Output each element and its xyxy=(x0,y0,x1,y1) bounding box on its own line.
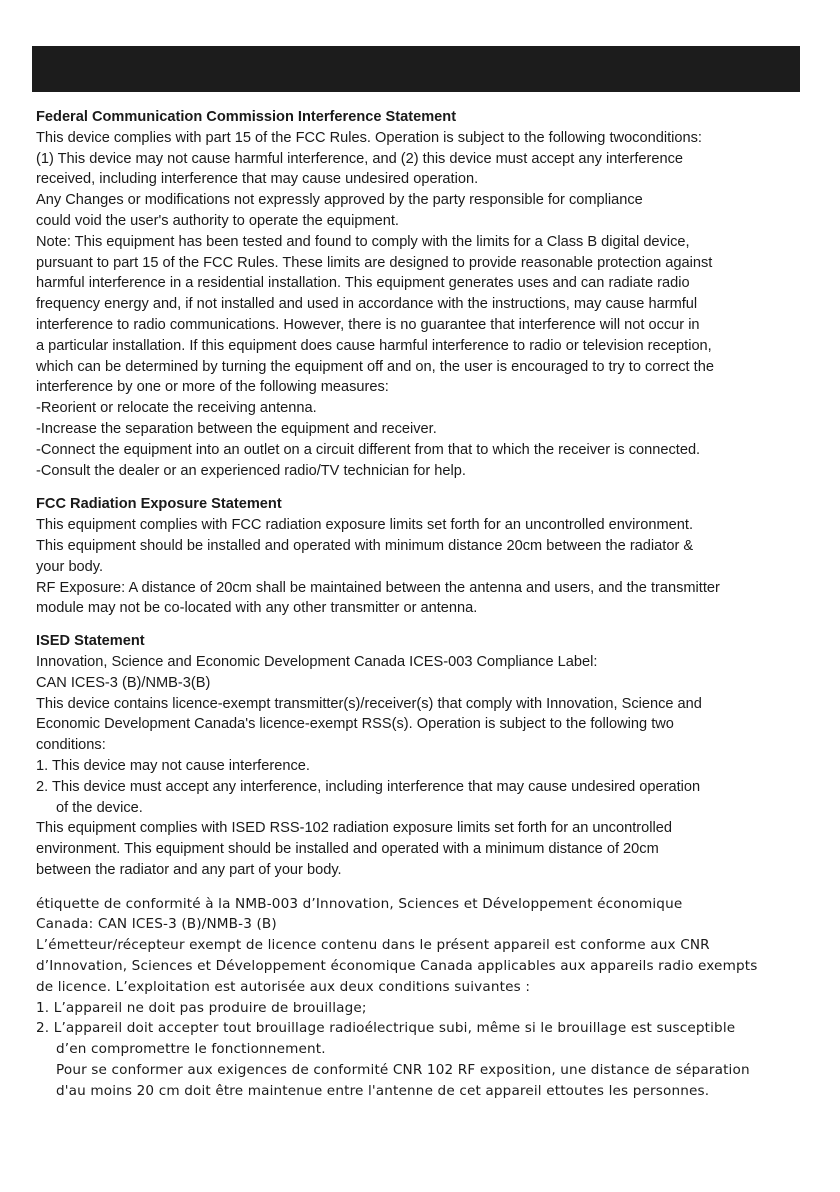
ised-line: Economic Development Canada's licence-exempt RSS(s). Operation is subject to the following two xyxy=(36,716,674,733)
ised-line: between the radiator and any part of your body. xyxy=(36,861,342,878)
fcc-measure: -Increase the separation between the equipment and receiver. xyxy=(36,420,437,437)
radiation-line: your body. xyxy=(36,558,104,575)
fcc-line: frequency energy and, if not installed and used in accordance with the instructions, may cause harmful xyxy=(36,296,698,313)
french-line: étiquette de conformité à la NMB-003 d’Innovation, Sciences et Développement économique xyxy=(36,895,683,912)
fcc-line: could void the user's authority to operate the equipment. xyxy=(36,212,399,229)
fcc-measure: -Consult the dealer or an experienced radio/TV technician for help. xyxy=(36,462,466,479)
french-line: L’émetteur/récepteur exempt de licence contenu dans le présent appareil est conforme aux CNR xyxy=(36,937,710,954)
fcc-line: received, including interference that may cause undesired operation. xyxy=(36,171,479,188)
ised-condition-continued: of the device. xyxy=(56,799,143,816)
fcc-line: interference to radio communications. However, there is no guarantee that interference will not occur in xyxy=(36,316,700,333)
french-condition-continued: d’en compromettre le fonctionnement. xyxy=(56,1041,326,1058)
french-section xyxy=(36,894,826,1102)
fcc-line: harmful interference in a residential installation. This equipment generates uses and can radiate radio xyxy=(36,275,690,292)
radiation-exposure-title: FCC Radiation Exposure Statement xyxy=(36,496,282,513)
fcc-line: Note: This equipment has been tested and found to comply with the limits for a Class B digital device, xyxy=(36,233,690,250)
fcc-line: (1) This device may not cause harmful interference, and (2) this device must accept any interference xyxy=(36,150,684,167)
ised-line: This equipment complies with ISED RSS-102 radiation exposure limits set forth for an uncontrolled xyxy=(36,820,672,837)
ised-line: conditions: xyxy=(36,737,106,754)
fcc-line: pursuant to part 15 of the FCC Rules. These limits are designed to provide reasonable protection against xyxy=(36,254,713,271)
radiation-line: This equipment should be installed and operated with minimum distance 20cm between the radiator & xyxy=(36,537,694,554)
document-content xyxy=(36,107,826,1102)
ised-title: ISED Statement xyxy=(36,633,145,650)
ised-line: CAN ICES-3 (B)/NMB-3(B) xyxy=(36,674,211,691)
fcc-line: This device complies with part 15 of the FCC Rules. Operation is subject to the following twoconditions: xyxy=(36,129,702,146)
fcc-line: a particular installation. If this equipment does cause harmful interference to radio or television reception, xyxy=(36,337,712,354)
radiation-line: This equipment complies with FCC radiation exposure limits set forth for an uncontrolled environment. xyxy=(36,517,694,534)
french-condition: 1. L’appareil ne doit pas produire de brouillage; xyxy=(36,999,367,1016)
french-exposure-line: Pour se conformer aux exigences de conformité CNR 102 RF exposition, une distance de séparation xyxy=(56,1062,750,1079)
french-condition: 2. L’appareil doit accepter tout brouillage radioélectrique subi, même si le brouillage est susceptible xyxy=(36,1020,736,1037)
ised-line: This device contains licence-exempt transmitter(s)/receiver(s) that comply with Innovation, Science and xyxy=(36,695,702,712)
fcc-interference-title: Federal Communication Commission Interference Statement xyxy=(36,109,457,125)
radiation-line: RF Exposure: A distance of 20cm shall be maintained between the antenna and users, and the transmitter xyxy=(36,579,720,596)
radiation-line: module may not be co-located with any other transmitter or antenna. xyxy=(36,600,478,617)
ised-line: environment. This equipment should be installed and operated with a minimum distance of 20cm xyxy=(36,841,659,858)
ised-condition: 2. This device must accept any interference, including interference that may cause undesired operation xyxy=(36,778,701,795)
fcc-line: which can be determined by turning the equipment off and on, the user is encouraged to try to correct the xyxy=(36,358,714,375)
fcc-measure: -Connect the equipment into an outlet on a circuit different from that to which the receiver is connected. xyxy=(36,441,701,458)
fcc-line: Any Changes or modifications not expressly approved by the party responsible for compliance xyxy=(36,192,643,209)
header-bar xyxy=(32,46,800,92)
ised-condition: 1. This device may not cause interference. xyxy=(36,757,310,774)
fcc-line: interference by one or more of the following measures: xyxy=(36,379,389,396)
radiation-exposure-section xyxy=(36,494,826,619)
ised-line: Innovation, Science and Economic Development Canada ICES-003 Compliance Label: xyxy=(36,653,598,670)
fcc-interference-section xyxy=(36,107,826,481)
french-exposure-line: d'au moins 20 cm doit être maintenue entre l'antenne de cet appareil ettoutes les personnes. xyxy=(56,1082,710,1099)
french-line: Canada: CAN ICES-3 (B)/NMB-3 (B) xyxy=(36,916,277,933)
fcc-measure: -Reorient or relocate the receiving antenna. xyxy=(36,400,317,417)
french-line: de licence. L’exploitation est autorisée aux deux conditions suivantes : xyxy=(36,978,531,995)
french-line: d’Innovation, Sciences et Développement économique Canada applicables aux appareils radio exempts xyxy=(36,958,758,975)
ised-section xyxy=(36,631,826,881)
